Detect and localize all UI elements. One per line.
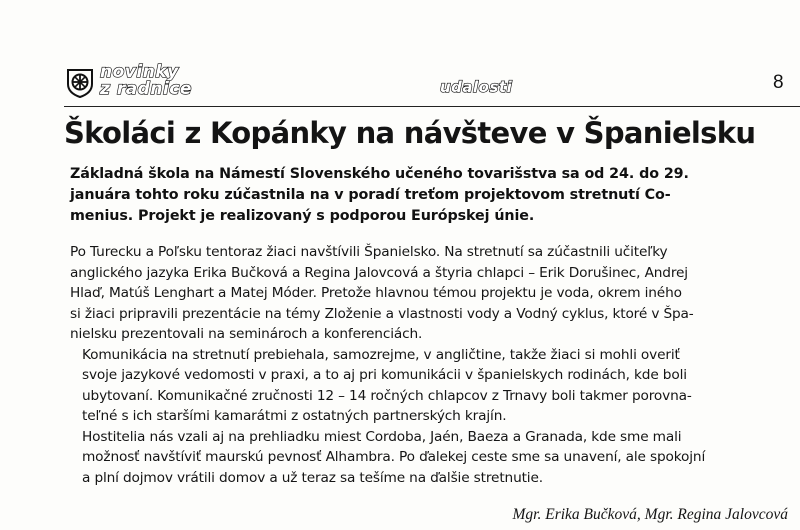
article-authors: Mgr. Erika Bučková, Mgr. Regina Jalovcová [512,506,788,523]
body-paragraph [70,242,796,345]
article-title: Školáci z Kopánky na návšteve v Španielsku [64,116,756,150]
body-line: Komunikácia na stretnutí prebiehala, samozrejme, v angličtine, takže žiaci si mohli overiť [82,346,680,363]
page-number: 8 [773,72,784,93]
section-label: udalosti [440,78,513,96]
body-paragraph [70,345,796,427]
page-header [66,62,796,106]
publication-brand [100,64,250,98]
brand-line-2: z radnice [100,79,192,99]
header-divider [64,106,800,107]
body-line: ubytovaní. Komunikačné zručnosti 12 – 14 ročných chlapcov z Trnavy boli takmer porovna- [82,387,692,404]
brand-line-1: novinky [100,62,179,82]
lead-line: januára tohto roku zúčastnila na v poradí treťom projektovom stretnutí Co- [70,187,671,203]
body-line: a plní dojmov vrátili domov a už teraz sa tešíme na ďalšie stretnutie. [82,469,543,486]
body-line: teľné s ich staršími kamarátmi z ostatných partnerských krajín. [82,408,507,424]
article-body [70,242,796,488]
crest-wheel-icon [66,68,94,98]
article-lead [70,164,796,227]
body-line: Hlaď, Matúš Lenghart a Matej Móder. Pretože hlavnou témou projektu je voda, okrem iného [70,285,682,301]
body-line: Hostitelia nás vzali aj na prehliadku miest Cordoba, Jaén, Baeza a Granada, kde sme mali [82,428,682,445]
body-paragraph [70,427,796,489]
body-line: Po Turecku a Poľsku tentoraz žiaci navštívili Španielsko. Na stretnutí sa zúčastnili učiteľky [70,244,668,260]
lead-line: Základná škola na Námestí Slovenského učeného tovarišstva sa od 24. do 29. [70,166,689,182]
lead-line: menius. Projekt je realizovaný s podporou Európskej únie. [70,208,535,224]
body-line: anglického jazyka Erika Bučková a Regina Jalovcová a štyria chlapci – Erik Dorušinec, Andrej [70,264,688,281]
body-line: možnosť navštíviť maurskú pevnosť Alhambra. Po ďalekej ceste sme sa unavení, ale spokojní [82,449,706,465]
body-line: svoje jazykové vedomosti v praxi, a to aj pri komunikácii v španielskych rodinách, kde boli [82,367,687,383]
body-line: si žiaci pripravili prezentácie na témy Zloženie a vlastnosti vody a Vodný cyklus, ktoré v Špa- [70,305,694,322]
body-line: nielsku prezentovali na seminároch a konferenciách. [70,326,423,342]
